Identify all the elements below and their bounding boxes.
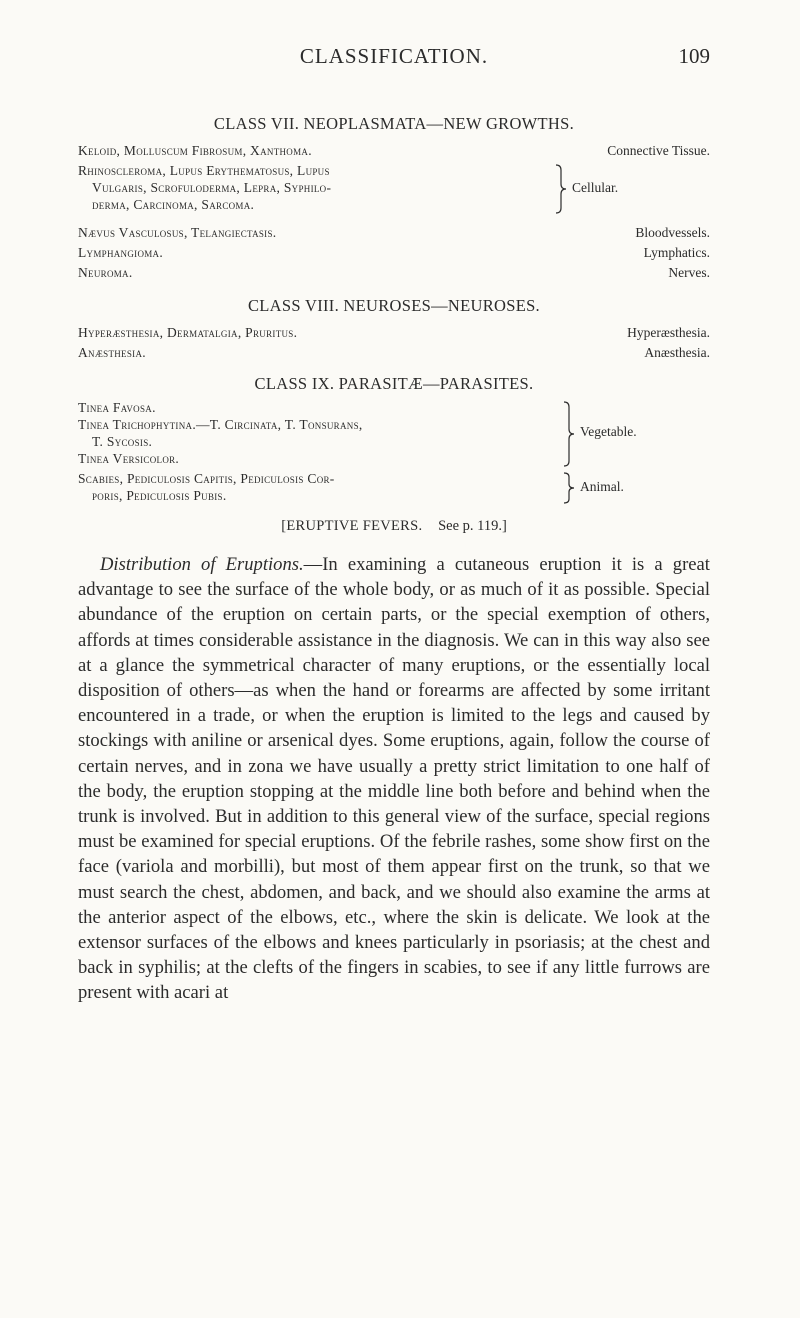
class-9-animal-label: Animal.	[580, 479, 624, 494]
right-brace-icon	[554, 164, 568, 214]
class-9-vegetable-lines	[78, 399, 363, 467]
class-7-row-neuroma-tissue: Nerves.	[668, 265, 710, 280]
class-9-vegetable-line-3: T. Sycosis.	[92, 434, 153, 449]
class-9-animal-line-2: poris, Pediculosis Pubis.	[92, 488, 227, 503]
running-head	[78, 44, 710, 70]
class-7-row-naevus-diseases: Nævus Vasculosus, Telangiectasis.	[78, 225, 277, 240]
class-8-row-hyperaesthesia-type: Hyperæsthesia.	[627, 325, 710, 340]
class-7-cellular-lines	[78, 162, 331, 213]
class-7-cellular-label: Cellular.	[572, 180, 619, 195]
class-8-row-hyperaesthesia-diseases: Hyperæsthesia, Dermatalgia, Pruritus.	[78, 325, 298, 340]
class-8-row-anaesthesia-type: Anæsthesia.	[644, 345, 710, 360]
class-9-vegetable-line-1: Tinea Favosa.	[78, 400, 156, 415]
class-7-cellular-line-3: derma, Carcinoma, Sarcoma.	[92, 197, 255, 212]
class-7-heading: CLASS VII. NEOPLASMATA—NEW GROWTHS.	[213, 114, 575, 133]
class-7-row-neuroma-diseases: Neuroma.	[78, 265, 133, 280]
class-7-cellular-line-1: Rhinoscleroma, Lupus Erythematosus, Lupus	[78, 163, 330, 178]
class-7-row-keloid-diseases: Keloid, Molluscum Fibrosum, Xanthoma.	[78, 143, 312, 158]
class-7-row-lymphangioma-tissue: Lymphatics.	[643, 245, 710, 260]
class-8-row-anaesthesia-diseases: Anæsthesia.	[78, 345, 146, 360]
right-brace-icon	[562, 472, 576, 504]
distribution-paragraph	[78, 552, 710, 1006]
class-9-heading: CLASS IX. PARASITÆ—PARASITES.	[254, 374, 534, 393]
class-9-animal-group	[78, 470, 710, 506]
class-9-vegetable-label: Vegetable.	[580, 424, 637, 439]
class-7-cellular-group	[78, 162, 710, 216]
class-7-row-keloid-tissue: Connective Tissue.	[607, 143, 710, 158]
class-7-row-naevus-tissue: Bloodvessels.	[635, 225, 710, 240]
class-9-vegetable-line-4: Tinea Versicolor.	[78, 451, 180, 466]
class-7-row-lymphangioma-diseases: Lymphangioma.	[78, 245, 164, 260]
class-9-vegetable-group	[78, 399, 710, 469]
class-9-animal-line-1: Scabies, Pediculosis Capitis, Pediculosis Cor-	[78, 471, 335, 486]
class-7-cellular-line-2: Vulgaris, Scrofuloderma, Lepra, Syphilo-	[92, 180, 332, 195]
distribution-lead-heading: Distribution of Eruptions.	[100, 554, 304, 575]
class-8-heading: CLASS VIII. NEUROSES—NEUROSES.	[248, 296, 540, 315]
eruptive-fevers-note-ref: See p. 119.]	[438, 518, 507, 534]
right-brace-icon	[562, 401, 576, 467]
running-head-title: CLASSIFICATION.	[299, 44, 489, 68]
eruptive-fevers-note-main: [ERUPTIVE FEVERS.	[281, 518, 423, 534]
distribution-paragraph-text: —In examining a cutaneous eruption it is a great advantage to see the surface of the whole body, or as much of it as possible. Special abundance of the eruption on certain parts, or the special exemption of others, affords at times considerable assistance in the diagnosis. We can in this way also see at a glance the symmetrical character of many eruptions, or the essentially local disposition of others—as when the hand or forearms are affected by some irritant encountered in a trade, or when the eruption is limited to the legs and caused by stockings with aniline or arsenical dyes. Some eruptions, again, follow the course of certain nerves, and in zona we have usually a pretty strict limitation to one half of the body, the eruption stopping at the middle line both before and behind when the trunk is involved. But in addition to this general view of the surface, special regions must be examined for special eruptions. Of the febrile rashes, some show first on the face (variola and morbilli), but most of them appear first on the trunk, so that we must search the chest, abdomen, and back, and we should also examine the arms at the anterior aspect of the elbows, etc., where the skin is delicate. We look at the extensor surfaces of the elbows and knees particularly in psoriasis; at the chest and back in syphilis; at the clefts of the fingers in scabies, to see if any little furrows are present with acari at	[78, 554, 710, 1004]
class-9-vegetable-line-2: Tinea Trichophytina.—T. Circinata, T. Tonsurans,	[78, 417, 363, 432]
page-number: 109	[678, 44, 710, 68]
book-page	[78, 0, 710, 1318]
class-9-animal-lines	[78, 470, 335, 504]
eruptive-fevers-note	[78, 518, 710, 535]
